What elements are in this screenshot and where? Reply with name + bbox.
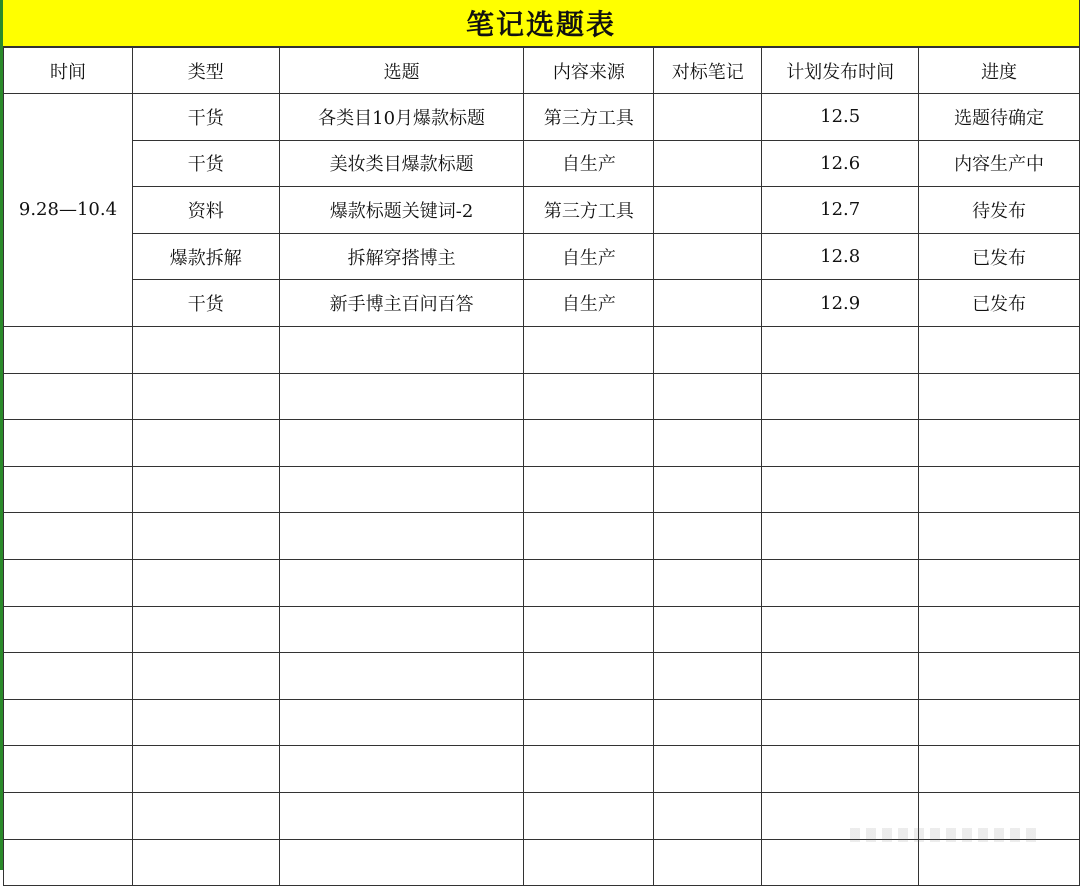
empty-row xyxy=(4,420,1080,467)
empty-cell[interactable] xyxy=(279,466,524,513)
benchmark-cell[interactable] xyxy=(654,140,762,187)
empty-cell[interactable] xyxy=(279,513,524,560)
empty-cell[interactable] xyxy=(132,513,279,560)
empty-cell[interactable] xyxy=(762,606,919,653)
publish-date-cell[interactable]: 12.9 xyxy=(762,280,919,327)
topic-cell[interactable]: 各类目10月爆款标题 xyxy=(279,94,524,141)
empty-cell[interactable] xyxy=(762,466,919,513)
header-cell-type[interactable]: 类型 xyxy=(132,48,279,94)
empty-cell[interactable] xyxy=(524,326,654,373)
empty-cell[interactable] xyxy=(524,746,654,793)
empty-cell[interactable] xyxy=(524,699,654,746)
empty-cell[interactable] xyxy=(919,513,1080,560)
empty-cell[interactable] xyxy=(654,513,762,560)
topic-cell[interactable]: 爆款标题关键词-2 xyxy=(279,187,524,234)
empty-cell[interactable] xyxy=(524,373,654,420)
table-row xyxy=(4,233,1080,280)
empty-row xyxy=(4,699,1080,746)
empty-row xyxy=(4,466,1080,513)
empty-cell[interactable] xyxy=(524,653,654,700)
empty-cell[interactable] xyxy=(279,420,524,467)
empty-cell[interactable] xyxy=(919,466,1080,513)
source-cell[interactable]: 第三方工具 xyxy=(524,187,654,234)
benchmark-cell[interactable] xyxy=(654,280,762,327)
empty-cell[interactable] xyxy=(919,746,1080,793)
empty-row xyxy=(4,839,1080,886)
empty-cell[interactable] xyxy=(524,513,654,560)
header-cell-benchmark[interactable]: 对标笔记 xyxy=(654,48,762,94)
empty-cell[interactable] xyxy=(524,559,654,606)
publish-date-cell[interactable]: 12.5 xyxy=(762,94,919,141)
empty-cell[interactable] xyxy=(919,606,1080,653)
benchmark-cell[interactable] xyxy=(654,94,762,141)
empty-cell[interactable] xyxy=(132,746,279,793)
header-row xyxy=(4,48,1080,94)
header-cell-publish-date[interactable]: 计划发布时间 xyxy=(762,48,919,94)
empty-cell[interactable] xyxy=(4,326,133,373)
empty-cell[interactable] xyxy=(132,792,279,839)
progress-cell[interactable]: 选题待确定 xyxy=(919,94,1080,141)
empty-row xyxy=(4,559,1080,606)
empty-cell[interactable] xyxy=(132,653,279,700)
empty-row xyxy=(4,513,1080,560)
empty-cell[interactable] xyxy=(654,559,762,606)
empty-cell[interactable] xyxy=(524,792,654,839)
table-row xyxy=(4,187,1080,234)
empty-row xyxy=(4,653,1080,700)
empty-cell[interactable] xyxy=(132,559,279,606)
topic-cell[interactable]: 美妆类目爆款标题 xyxy=(279,140,524,187)
empty-cell[interactable] xyxy=(132,839,279,886)
empty-row xyxy=(4,326,1080,373)
empty-cell[interactable] xyxy=(524,839,654,886)
empty-cell[interactable] xyxy=(762,699,919,746)
empty-cell[interactable] xyxy=(654,466,762,513)
type-cell[interactable]: 干货 xyxy=(132,140,279,187)
type-cell[interactable]: 干货 xyxy=(132,280,279,327)
empty-cell[interactable] xyxy=(654,839,762,886)
empty-cell[interactable] xyxy=(279,559,524,606)
topic-cell[interactable]: 新手博主百问百答 xyxy=(279,280,524,327)
empty-cell[interactable] xyxy=(654,373,762,420)
empty-cell[interactable] xyxy=(919,373,1080,420)
header-cell-source[interactable]: 内容来源 xyxy=(524,48,654,94)
empty-cell[interactable] xyxy=(4,699,133,746)
empty-cell[interactable] xyxy=(4,373,133,420)
publish-date-cell[interactable]: 12.8 xyxy=(762,233,919,280)
empty-cell[interactable] xyxy=(919,653,1080,700)
empty-cell[interactable] xyxy=(132,606,279,653)
empty-row xyxy=(4,373,1080,420)
empty-cell[interactable] xyxy=(4,559,133,606)
empty-cell[interactable] xyxy=(4,746,133,793)
empty-cell[interactable] xyxy=(762,420,919,467)
empty-cell[interactable] xyxy=(132,326,279,373)
empty-cell[interactable] xyxy=(4,466,133,513)
empty-cell[interactable] xyxy=(132,373,279,420)
empty-cell[interactable] xyxy=(279,839,524,886)
empty-cell[interactable] xyxy=(4,606,133,653)
empty-cell[interactable] xyxy=(279,373,524,420)
empty-cell[interactable] xyxy=(654,606,762,653)
empty-cell[interactable] xyxy=(4,420,133,467)
empty-cell[interactable] xyxy=(279,699,524,746)
empty-cell[interactable] xyxy=(654,420,762,467)
table-row xyxy=(4,94,1080,141)
source-cell[interactable]: 自生产 xyxy=(524,233,654,280)
empty-cell[interactable] xyxy=(919,559,1080,606)
empty-cell[interactable] xyxy=(4,839,133,886)
type-cell[interactable]: 干货 xyxy=(132,94,279,141)
header-cell-time[interactable]: 时间 xyxy=(4,48,133,94)
progress-cell[interactable]: 待发布 xyxy=(919,187,1080,234)
empty-cell[interactable] xyxy=(279,653,524,700)
header-cell-topic[interactable]: 选题 xyxy=(279,48,524,94)
source-cell[interactable]: 自生产 xyxy=(524,280,654,327)
empty-cell[interactable] xyxy=(762,513,919,560)
empty-cell[interactable] xyxy=(132,699,279,746)
empty-cell[interactable] xyxy=(524,466,654,513)
watermark xyxy=(850,828,1040,842)
empty-cell[interactable] xyxy=(654,699,762,746)
empty-cell[interactable] xyxy=(919,420,1080,467)
empty-cell[interactable] xyxy=(524,420,654,467)
empty-row xyxy=(4,746,1080,793)
empty-cell[interactable] xyxy=(762,839,919,886)
empty-cell[interactable] xyxy=(762,559,919,606)
empty-cell[interactable] xyxy=(132,420,279,467)
type-cell[interactable]: 资料 xyxy=(132,187,279,234)
progress-cell[interactable]: 已发布 xyxy=(919,233,1080,280)
publish-date-cell[interactable]: 12.7 xyxy=(762,187,919,234)
progress-cell[interactable]: 内容生产中 xyxy=(919,140,1080,187)
empty-cell[interactable] xyxy=(762,746,919,793)
empty-cell[interactable] xyxy=(279,746,524,793)
source-cell[interactable]: 第三方工具 xyxy=(524,94,654,141)
table-row xyxy=(4,140,1080,187)
empty-cell[interactable] xyxy=(4,653,133,700)
empty-cell[interactable] xyxy=(279,326,524,373)
source-cell[interactable]: 自生产 xyxy=(524,140,654,187)
empty-cell[interactable] xyxy=(919,839,1080,886)
benchmark-cell[interactable] xyxy=(654,233,762,280)
type-cell[interactable]: 爆款拆解 xyxy=(132,233,279,280)
empty-cell[interactable] xyxy=(524,606,654,653)
progress-cell[interactable]: 已发布 xyxy=(919,280,1080,327)
empty-cell[interactable] xyxy=(762,653,919,700)
empty-cell[interactable] xyxy=(279,606,524,653)
empty-cell[interactable] xyxy=(762,373,919,420)
topic-table xyxy=(3,47,1080,886)
empty-cell[interactable] xyxy=(654,746,762,793)
empty-cell[interactable] xyxy=(762,326,919,373)
header-cell-progress[interactable]: 进度 xyxy=(919,48,1080,94)
empty-cell[interactable] xyxy=(919,326,1080,373)
publish-date-cell[interactable]: 12.6 xyxy=(762,140,919,187)
topic-cell[interactable]: 拆解穿搭博主 xyxy=(279,233,524,280)
empty-cell[interactable] xyxy=(654,653,762,700)
time-range-cell[interactable]: 9.28—10.4 xyxy=(4,94,133,327)
table-row xyxy=(4,280,1080,327)
empty-cell[interactable] xyxy=(919,699,1080,746)
empty-cell[interactable] xyxy=(4,792,133,839)
empty-cell[interactable] xyxy=(4,513,133,560)
empty-cell[interactable] xyxy=(279,792,524,839)
empty-row xyxy=(4,606,1080,653)
benchmark-cell[interactable] xyxy=(654,187,762,234)
empty-cell[interactable] xyxy=(654,326,762,373)
sheet-title: 笔记选题表 xyxy=(3,0,1080,47)
empty-cell[interactable] xyxy=(132,466,279,513)
empty-cell[interactable] xyxy=(654,792,762,839)
